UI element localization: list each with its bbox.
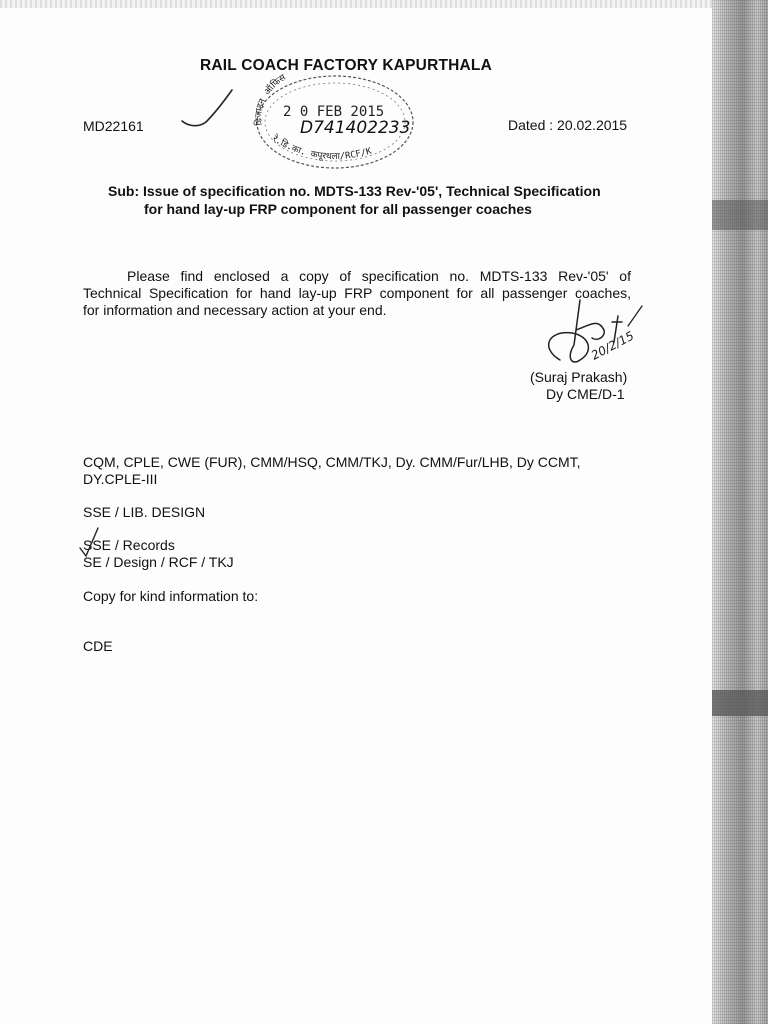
distribution-item: DY.CPLE-III xyxy=(83,471,158,487)
signatory-name: (Suraj Prakash) xyxy=(530,369,628,385)
distribution-item: SSE / Records xyxy=(83,537,175,553)
signatory-designation: Dy CME/D-1 xyxy=(546,386,625,402)
distribution-item: CQM, CPLE, CWE (FUR), CMM/HSQ, CMM/TKJ, Dy. CMM/Fur/LHB, Dy CCMT, xyxy=(83,454,581,470)
stamp-date: 2 0 FEB 2015 xyxy=(283,104,385,120)
signature-date: 20/2/15 xyxy=(588,328,637,363)
stamp-top-arc-text: डिजाइन ऑफिस xyxy=(253,72,288,126)
letterhead-title: RAIL COACH FACTORY KAPURTHALA xyxy=(200,57,492,74)
distribution-item: SSE / LIB. DESIGN xyxy=(83,504,206,520)
body-paragraph-line: for information and necessary action at your end. xyxy=(83,302,387,318)
copy-to-recipient: CDE xyxy=(83,638,113,654)
body-paragraph-line: Technical Specification for hand lay-up FRP component for all passenger coaches, xyxy=(83,285,631,301)
letter-date: Dated : 20.02.2015 xyxy=(508,117,628,133)
copy-to-label: Copy for kind information to: xyxy=(83,588,259,604)
reference-number: MD22161 xyxy=(83,118,144,134)
stamp-number: D741402233 xyxy=(300,118,411,138)
subject-line: Sub: Issue of specification no. MDTS-133 Rev-'05', Technical Specification xyxy=(108,183,601,199)
distribution-item: SE / Design / RCF / TKJ xyxy=(83,554,234,570)
body-paragraph-line: Please find enclosed a copy of specification no. MDTS-133 Rev-'05' of xyxy=(127,268,631,284)
subject-line: for hand lay-up FRP component for all passenger coaches xyxy=(144,201,532,217)
stamp-bottom-text: रे.डि.का. कपूरथला/RCF/K xyxy=(270,134,373,163)
